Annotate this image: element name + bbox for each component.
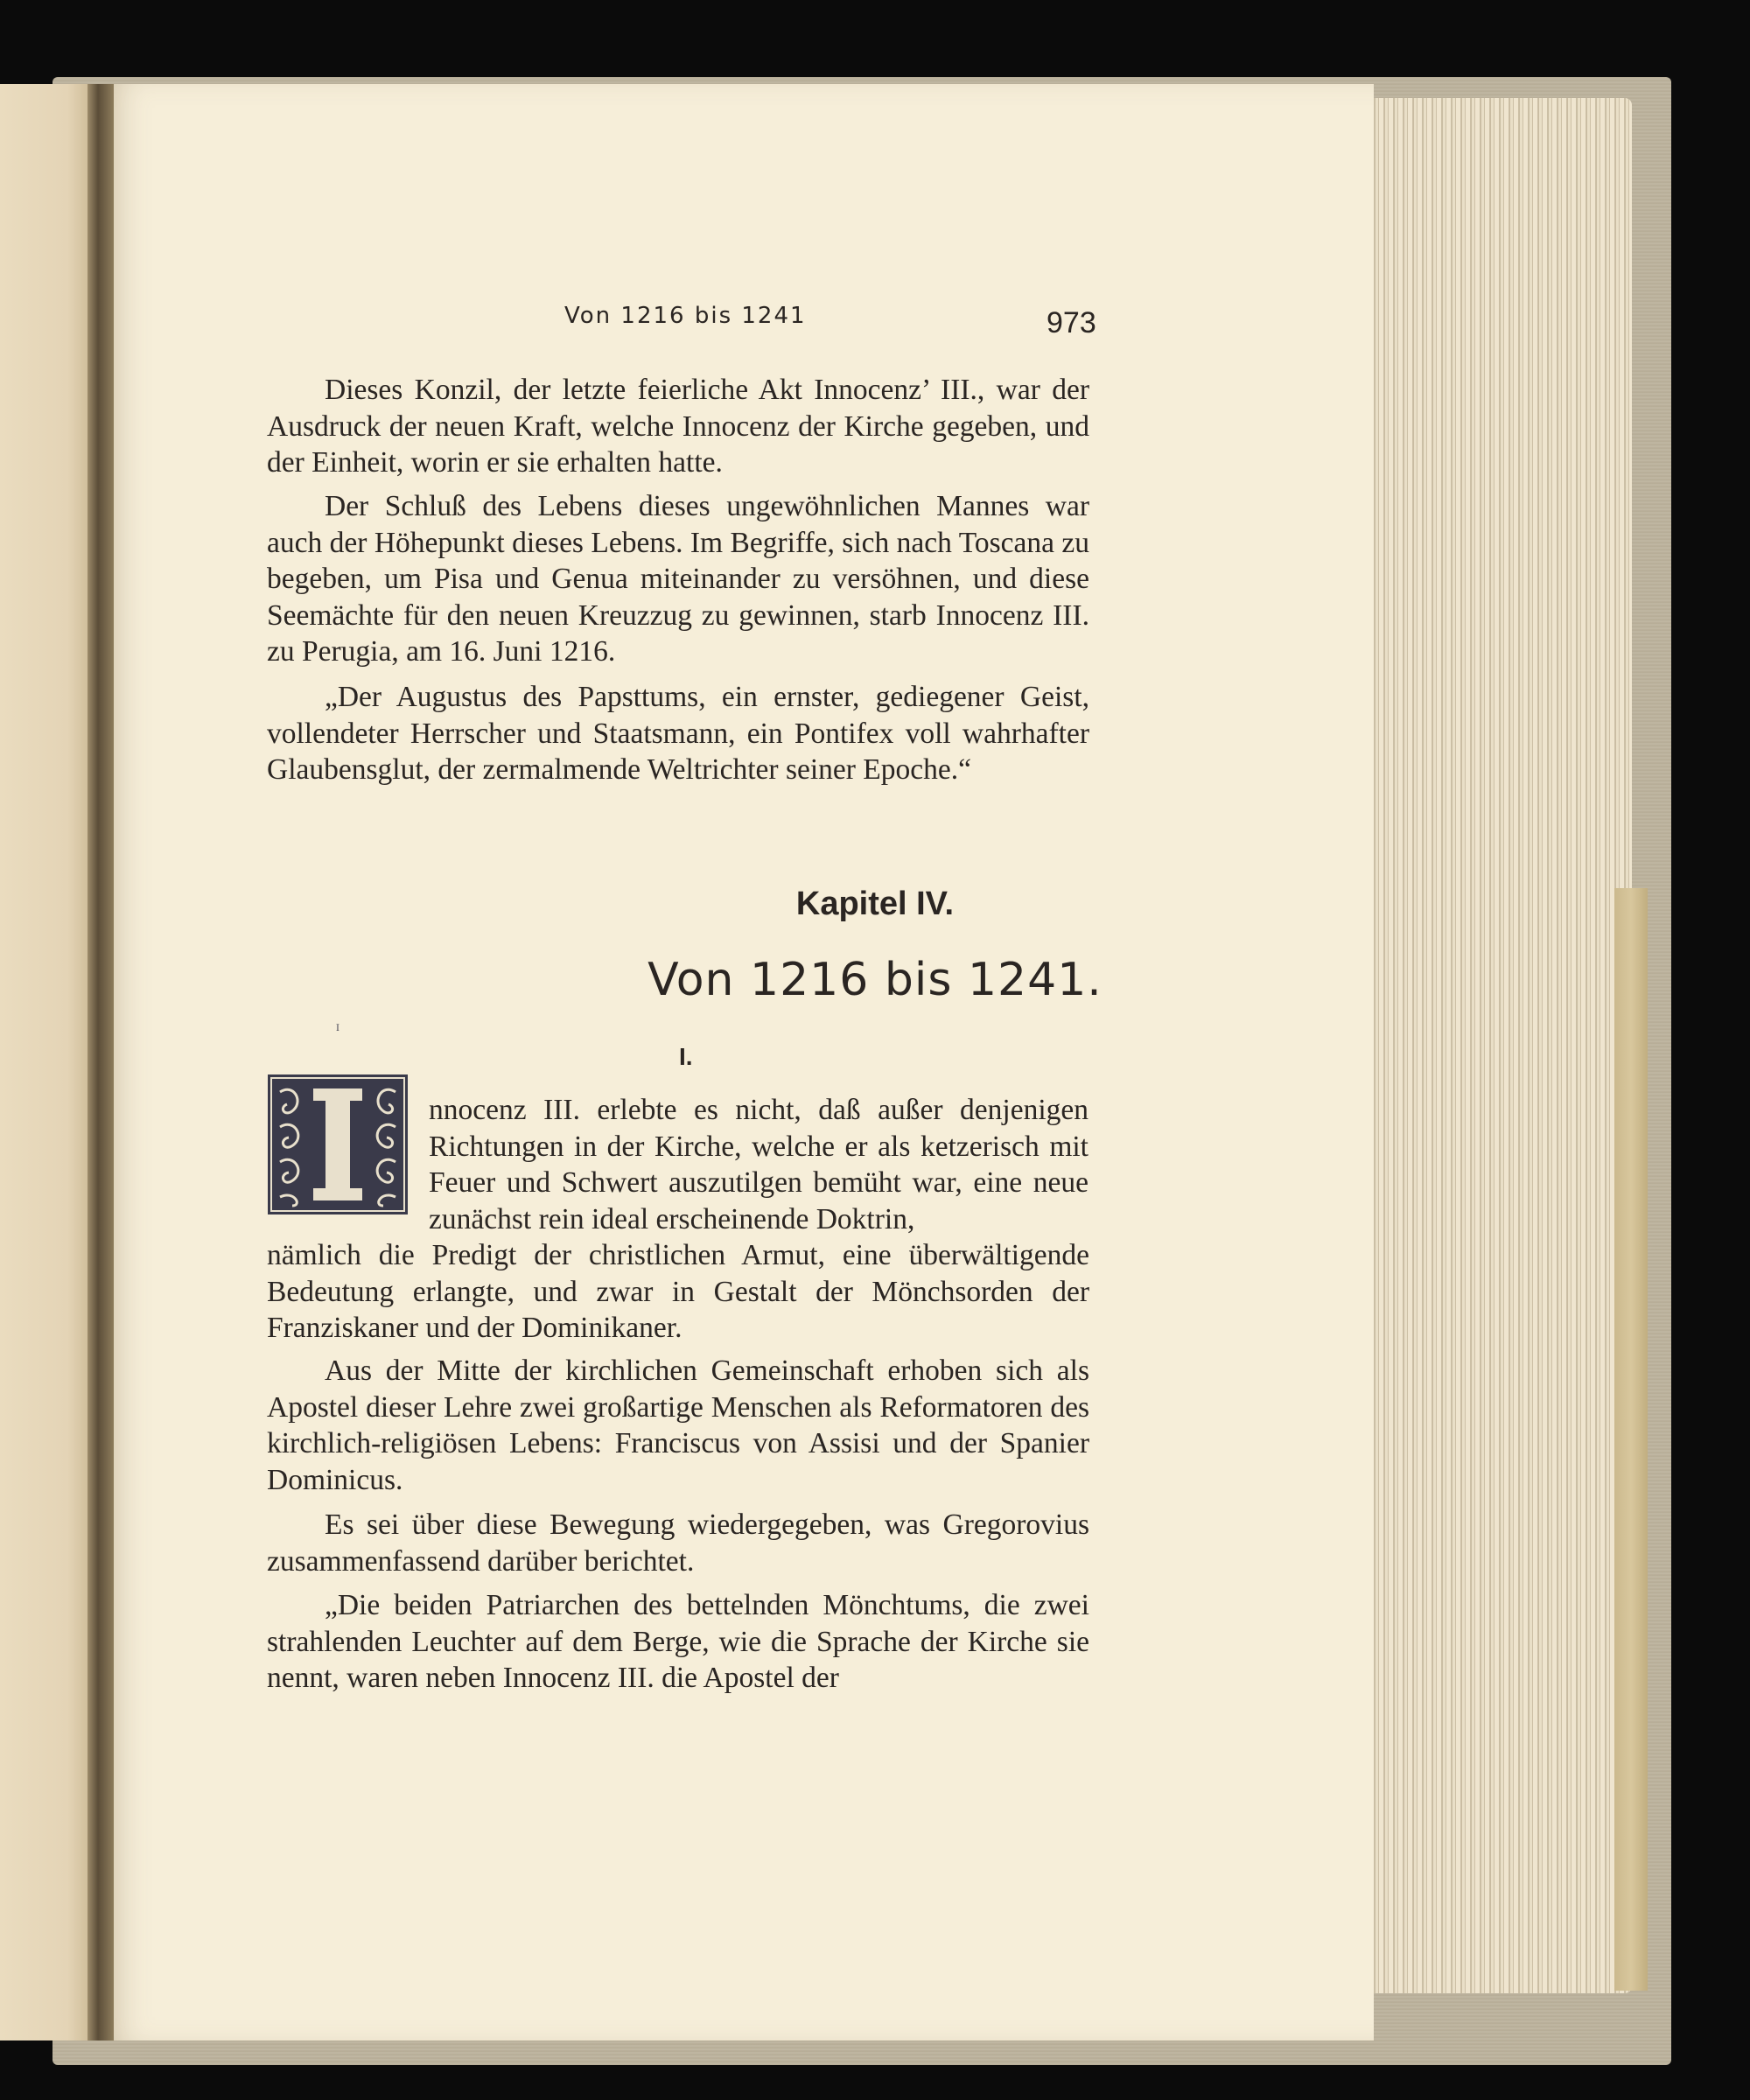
paragraph-5 <box>267 1507 1089 1579</box>
initial-paragraph-text: nnocenz III. erlebte es nicht, daß außer denjenigen Richtungen in der Kirche, welche er als ketzerisch mit Feuer und Schwert auszutilgen bemüht war, eine neue zunächst rein ideal erscheinende Doktrin, <box>429 1094 1088 1236</box>
left-facing-page <box>0 84 96 2040</box>
running-head: Von 1216 bis 1241 <box>564 303 807 329</box>
paragraph-2-text: Der Schluß des Lebens dieses ungewöhnlichen Mannes war auch der Höhepunkt dieses Lebens. Im Begriffe, sich nach Toscana zu begeben, um Pisa und Genua miteinander zu versöhnen, und diese Seemächte für den neuen Kreuzzug zu gewinnen, starb Innocenz III. zu Perugia, am 16. Juni 1216. <box>267 490 1089 668</box>
paragraph-1 <box>267 372 1089 481</box>
paragraph-1-text: Dieses Konzil, der letzte feierliche Akt Innocenz’ III., war der Ausdruck der neuen Kraft, welche Innocenz der Kirche gegeben, und der Einheit, worin er sie erhalten hatte. <box>267 374 1089 479</box>
section-number: I. <box>679 1043 693 1070</box>
paragraph-3 <box>267 679 1089 788</box>
paragraph-2 <box>267 488 1089 670</box>
chapter-label: Kapitel IV. <box>795 886 955 922</box>
paragraph-4 <box>267 1353 1089 1498</box>
paragraph-6 <box>267 1587 1089 1697</box>
chapter-title: Von 1216 bis 1241. <box>648 954 1102 1006</box>
page-edges <box>1369 98 1632 1993</box>
paragraph-6-text: „Die beiden Patriarchen des bettelnden Mönchtums, die zwei strahlenden Leuchter auf dem Berge, wie die Sprache der Kirche sie nennt, waren neben Innocenz III. die Apostel der <box>267 1589 1089 1694</box>
ornamental-initial <box>268 1024 408 1214</box>
paragraph-5-text: Es sei über diese Bewegung wiedergegeben, was Gregorovius zusammenfassend darüber berichtet. <box>267 1508 1089 1578</box>
paragraph-3-text: „Der Augustus des Papsttums, ein ernster, gediegener Geist, vollendeter Herrscher und Staatsmann, ein Pontifex voll wahrhafter Glaubensglut, der zermalmende Weltrichter seiner Epoche.“ <box>267 681 1089 786</box>
book-gutter <box>88 84 114 2040</box>
initial-paragraph-rest-text: nämlich die Predigt der christlichen Armut, eine überwältigende Bedeutung erlangte, und zwar in Gestalt der Mönchsorden der Franziskaner und der Dominikaner. <box>267 1239 1089 1344</box>
bookmark-ribbon <box>1614 888 1648 1991</box>
paragraph-4-text: Aus der Mitte der kirchlichen Gemeinschaft erhoben sich als Apostel dieser Lehre zwei großartige Menschen als Reformatoren des kirchlich-religiösen Lebens: Franciscus von Assisi und der Spanier Dominicus. <box>267 1354 1089 1496</box>
page-number: 973 <box>1046 306 1096 340</box>
initial-letter: I <box>336 1024 340 1033</box>
initial-paragraph-rest <box>267 1237 1089 1347</box>
initial-paragraph-lines <box>429 1092 1088 1237</box>
